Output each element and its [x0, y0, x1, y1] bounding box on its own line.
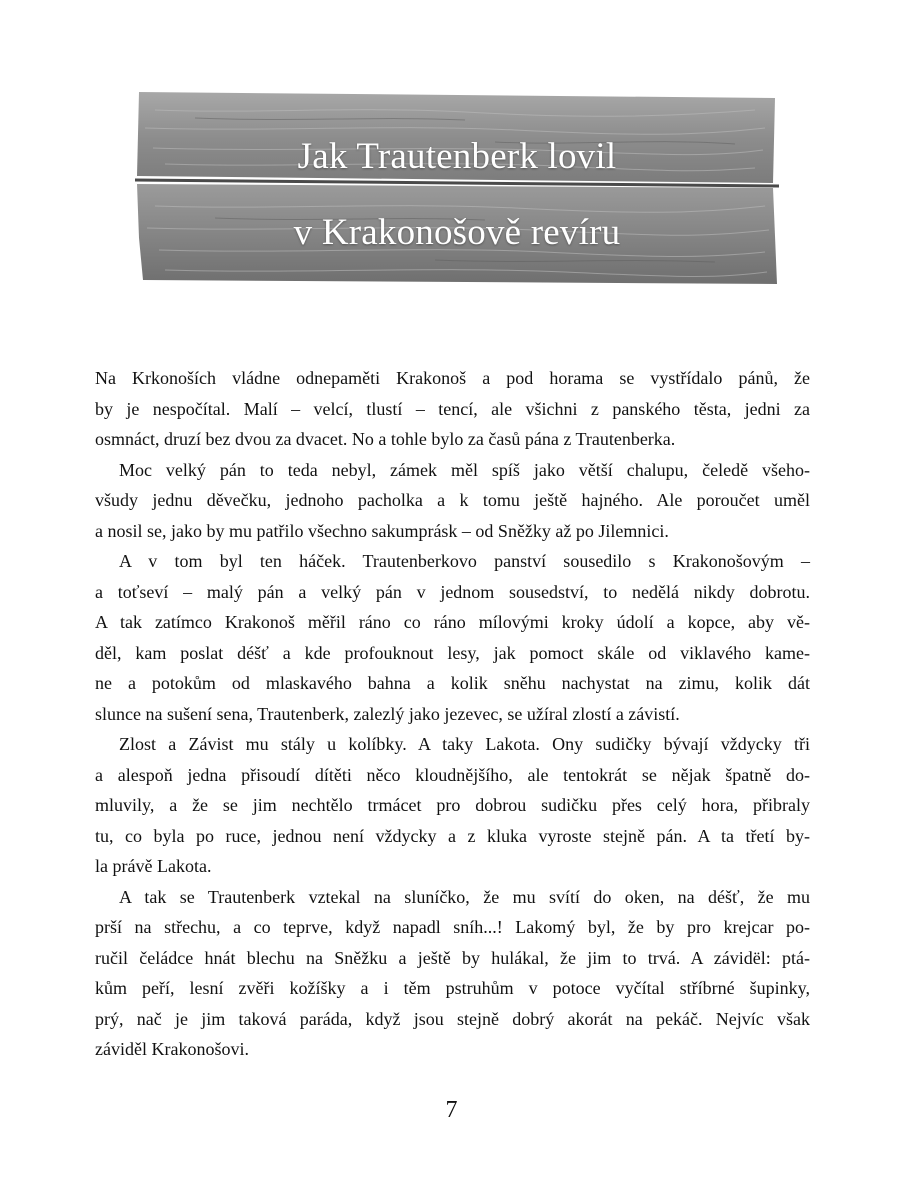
text-line: a nosil se, jako by mu patřilo všechno sakumprásk – od Sněžky až po Jilemnici. — [95, 520, 669, 541]
paragraph — [95, 882, 810, 1065]
text-line: a toťseví – malý pán a velký pán v jednom sousedství, to nedělá nikdy dobrotu. — [95, 581, 810, 602]
text-line: mluvily, a že se jim nechtělo trmácet pro dobrou sudičku přes celý hora, přibraly — [95, 795, 810, 815]
text-line: Na Krkonoších vládne odnepaměti Krakonoš a pod horama se vystřídalo pánů, že — [95, 368, 810, 388]
text-line: kům peří, lesní zvěři kožíšky a i těm pstruhům v potoce vyčítal stříbrné šupinky, — [95, 978, 810, 998]
paragraph — [95, 729, 810, 882]
text-line: ručil čeládce hnát blechu na Sněžku a ještě by hulákal, že jim to trvá. A závidël: ptá- — [95, 947, 810, 968]
text-line: prší na střechu, a co teprve, když napadl sníh...! Lakomý byl, že by pro krejcar po- — [95, 917, 810, 937]
text-line: děl, kam poslat déšť a kde profouknout lesy, jak pomoct skále od viklavého kame- — [95, 642, 810, 663]
chapter-title-line-1: Jak Trautenberk lovil — [297, 136, 617, 177]
text-line: osmnáct, druzí bez dvou za dvacet. No a tohle bylo za časů pána z Trautenberka. — [95, 429, 676, 449]
text-line: Moc velký pán to teda nebyl, zámek měl spíš jako větší chalupu, čeledě všeho- — [119, 459, 810, 480]
text-line: a alespoň jedna přisoudí dítěti něco kloudnějšího, ale tentokrát se nějak špatně do- — [95, 764, 810, 785]
text-line: by je nespočítal. Malí – velcí, tlustí – tencí, ale všichni z panského těsta, jedni za — [95, 398, 810, 419]
text-line: ne a potokům od mlaskavého bahna a kolik sněhu nachystat na zimu, kolik dát — [95, 673, 810, 693]
page-number: 7 — [445, 1097, 458, 1123]
text-line: tu, co byla po ruce, jednou není vždycky a z kluka vyroste stejně pán. A ta třetí by- — [95, 825, 810, 846]
paragraph — [95, 546, 810, 729]
paragraph — [95, 455, 810, 547]
text-line: Zlost a Závist mu stály u kolíbky. A taky Lakota. Ony sudičky bývají vždycky tři — [119, 734, 810, 754]
chapter-title-line-2: v Krakonošově revíru — [293, 212, 621, 253]
wooden-plank-graphic — [135, 88, 779, 288]
text-line: slunce na sušení sena, Trautenberk, zalezlý jako jezevec, se užíral zlostí a závistí. — [95, 703, 680, 724]
body-text — [95, 363, 810, 1065]
text-line: A tak se Trautenberk vztekal na sluníčko, že mu svítí do oken, na déšť, že mu — [119, 886, 810, 907]
title-board — [135, 88, 779, 288]
text-line: A tak zatímco Krakonoš měřil ráno co ráno mílovými kroky údolí a kopce, aby vě- — [95, 612, 810, 632]
text-line: záviděl Krakonošovi. — [95, 1039, 249, 1059]
text-line: A v tom byl ten háček. Trautenberkovo panství sousedilo s Krakonošovým – — [119, 551, 810, 571]
text-line: la právě Lakota. — [95, 856, 212, 876]
text-line: prý, nač je jim taková paráda, když jsou stejně dobrý akorát na pekáč. Nejvíc však — [95, 1008, 810, 1029]
paragraph — [95, 363, 810, 455]
text-line: všudy jednu děvečku, jednoho pacholka a k tomu ještě hajného. Ale poroučet uměl — [95, 490, 810, 510]
